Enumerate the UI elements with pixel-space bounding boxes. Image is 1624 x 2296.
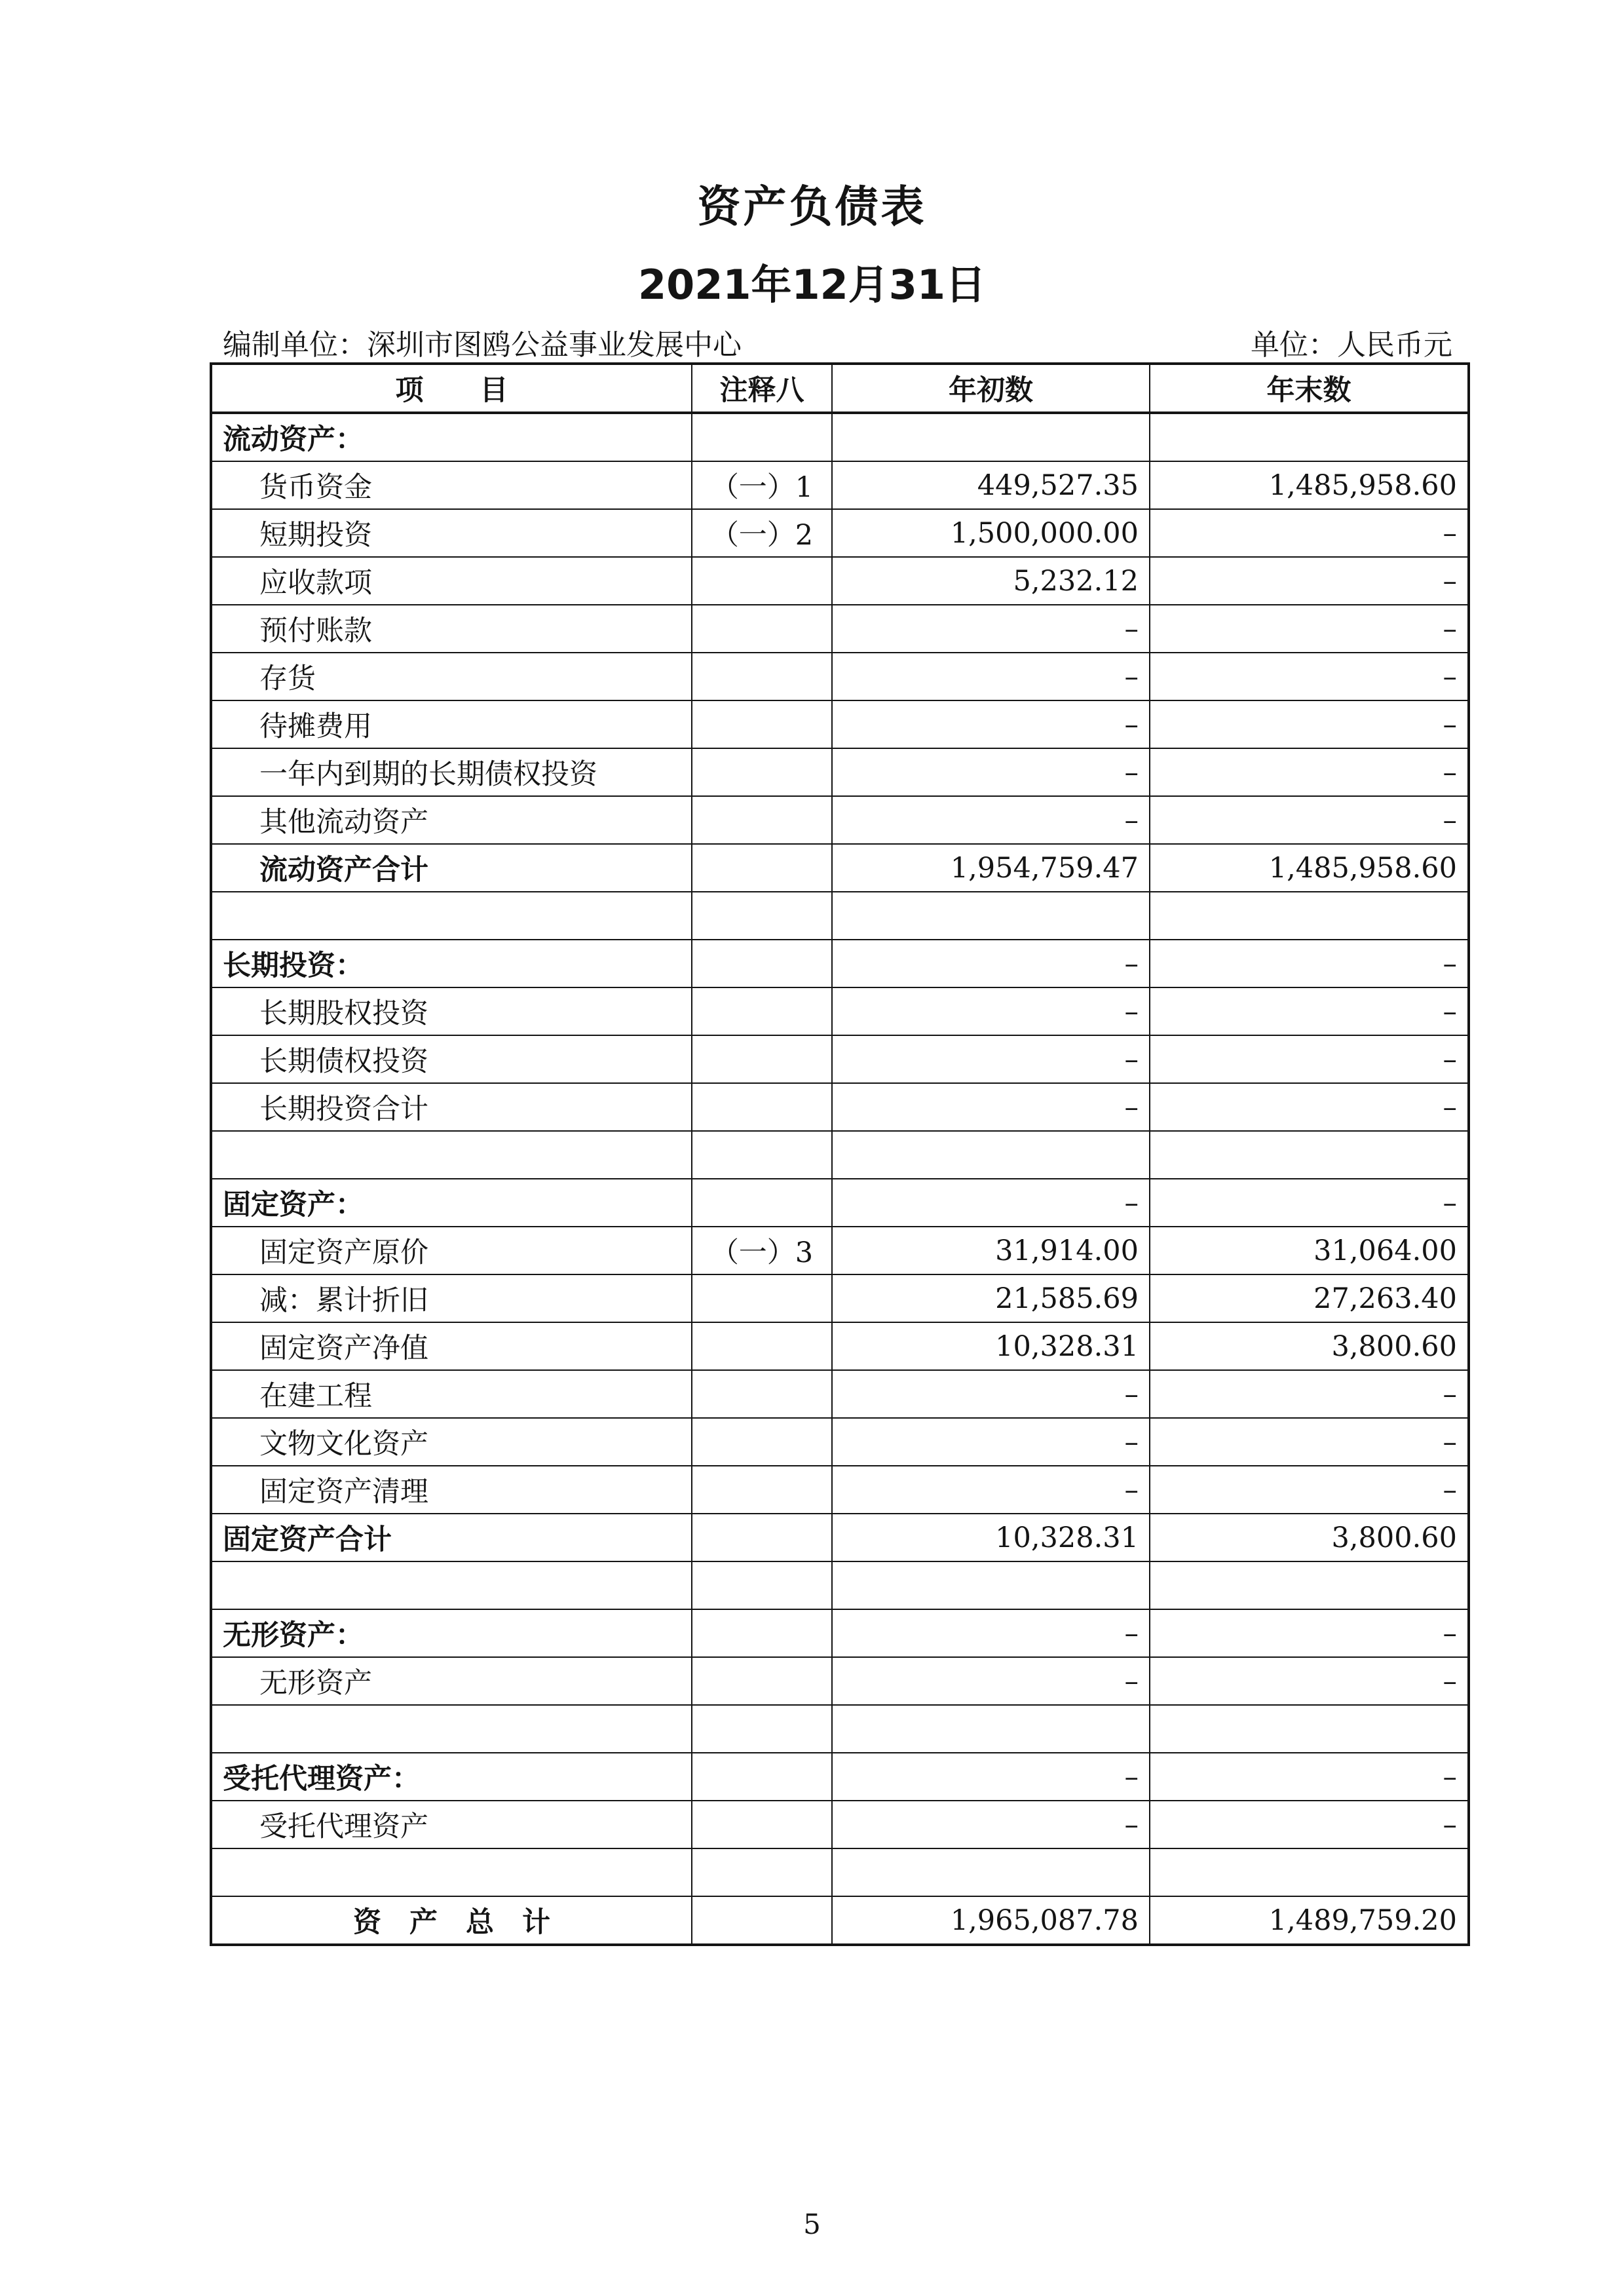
row-label: 无形资产：: [211, 1609, 692, 1657]
row-beginning-balance: 10,328.31: [832, 1322, 1150, 1370]
row-ending-balance: 1,485,958.60: [1150, 461, 1469, 509]
row-note: [692, 1801, 832, 1848]
row-label: 存货: [211, 653, 692, 700]
row-note: [692, 1896, 832, 1945]
row-ending-balance: –: [1150, 653, 1469, 700]
row-ending-balance: –: [1150, 605, 1469, 653]
table-row: [211, 1514, 1469, 1561]
page-number: 5: [803, 2208, 821, 2240]
row-label: [211, 1848, 692, 1896]
row-label: 长期投资合计: [211, 1083, 692, 1131]
table-row: [211, 605, 1469, 653]
row-beginning-balance: –: [832, 700, 1150, 748]
row-ending-balance: –: [1150, 509, 1469, 557]
row-beginning-balance: –: [832, 1418, 1150, 1466]
header-item: 项 目: [211, 364, 692, 413]
row-ending-balance: –: [1150, 1179, 1469, 1227]
table-row: [211, 1179, 1469, 1227]
row-ending-balance: –: [1150, 987, 1469, 1035]
row-ending-balance: –: [1150, 748, 1469, 796]
table-row: [211, 1801, 1469, 1848]
row-beginning-balance: 1,500,000.00: [832, 509, 1150, 557]
row-label: 长期债权投资: [211, 1035, 692, 1083]
document-title: 资产负债表: [697, 182, 927, 232]
row-note: [692, 1561, 832, 1609]
row-label: [211, 1561, 692, 1609]
row-label: 受托代理资产: [211, 1801, 692, 1848]
blank-row: [211, 1848, 1469, 1896]
table-row: [211, 796, 1469, 844]
row-label: 短期投资: [211, 509, 692, 557]
row-ending-balance: 27,263.40: [1150, 1274, 1469, 1322]
row-ending-balance: –: [1150, 1801, 1469, 1848]
row-label: 固定资产清理: [211, 1466, 692, 1514]
row-label: 固定资产合计: [211, 1514, 692, 1561]
row-label: 其他流动资产: [211, 796, 692, 844]
row-beginning-balance: –: [832, 987, 1150, 1035]
row-label: [211, 1705, 692, 1753]
balance-sheet-table: [210, 362, 1470, 1946]
row-label: 应收款项: [211, 557, 692, 605]
table-row: [211, 844, 1469, 892]
row-ending-balance: 1,485,958.60: [1150, 844, 1469, 892]
row-note: [692, 1514, 832, 1561]
row-note: [692, 1657, 832, 1705]
blank-row: [211, 1705, 1469, 1753]
row-note: [692, 940, 832, 987]
table-row: [211, 1035, 1469, 1083]
row-beginning-balance: –: [832, 748, 1150, 796]
table-row: [211, 987, 1469, 1035]
blank-row: [211, 1131, 1469, 1179]
row-label: 在建工程: [211, 1370, 692, 1418]
blank-row: [211, 1561, 1469, 1609]
row-ending-balance: –: [1150, 796, 1469, 844]
row-note: （一）2: [692, 509, 832, 557]
row-beginning-balance: –: [832, 1657, 1150, 1705]
row-label: 货币资金: [211, 461, 692, 509]
row-note: [692, 557, 832, 605]
row-note: [692, 1705, 832, 1753]
row-label: 资 产 总 计: [211, 1896, 692, 1945]
row-ending-balance: 1,489,759.20: [1150, 1896, 1469, 1945]
table-row: [211, 1896, 1469, 1945]
row-beginning-balance: –: [832, 796, 1150, 844]
row-ending-balance: –: [1150, 1609, 1469, 1657]
row-note: [692, 1466, 832, 1514]
header-note: 注释八: [692, 364, 832, 413]
table-row: [211, 461, 1469, 509]
table-row: [211, 509, 1469, 557]
row-beginning-balance: –: [832, 1035, 1150, 1083]
row-label: 长期股权投资: [211, 987, 692, 1035]
row-ending-balance: 31,064.00: [1150, 1227, 1469, 1274]
table-row: [211, 1753, 1469, 1801]
table-row: [211, 557, 1469, 605]
report-date: 2021年12月31日: [637, 261, 987, 309]
row-beginning-balance: 21,585.69: [832, 1274, 1150, 1322]
row-label: 固定资产：: [211, 1179, 692, 1227]
table-row: [211, 653, 1469, 700]
row-note: [692, 987, 832, 1035]
row-note: [692, 1179, 832, 1227]
table-row: [211, 940, 1469, 987]
table-row: [211, 1274, 1469, 1322]
row-note: [692, 1035, 832, 1083]
table-body: [211, 413, 1469, 1945]
preparing-organization: 编制单位：深圳市图鸥公益事业发展中心: [223, 328, 742, 362]
row-label: 预付账款: [211, 605, 692, 653]
row-beginning-balance: 1,965,087.78: [832, 1896, 1150, 1945]
row-note: [692, 1274, 832, 1322]
row-label: [211, 1131, 692, 1179]
row-ending-balance: –: [1150, 1753, 1469, 1801]
row-beginning-balance: [832, 1848, 1150, 1896]
row-beginning-balance: [832, 413, 1150, 461]
table-row: [211, 1657, 1469, 1705]
row-note: [692, 1083, 832, 1131]
row-beginning-balance: 10,328.31: [832, 1514, 1150, 1561]
row-beginning-balance: –: [832, 1801, 1150, 1848]
row-beginning-balance: –: [832, 1370, 1150, 1418]
row-label: [211, 892, 692, 940]
row-note: [692, 413, 832, 461]
row-label: 流动资产：: [211, 413, 692, 461]
row-label: 一年内到期的长期债权投资: [211, 748, 692, 796]
row-label: 无形资产: [211, 1657, 692, 1705]
row-ending-balance: –: [1150, 1370, 1469, 1418]
row-beginning-balance: 1,954,759.47: [832, 844, 1150, 892]
row-note: [692, 844, 832, 892]
row-ending-balance: 3,800.60: [1150, 1322, 1469, 1370]
header-beginning-balance: 年初数: [832, 364, 1150, 413]
table-row: [211, 1609, 1469, 1657]
row-beginning-balance: 31,914.00: [832, 1227, 1150, 1274]
row-beginning-balance: [832, 1561, 1150, 1609]
row-note: [692, 1131, 832, 1179]
row-ending-balance: –: [1150, 1466, 1469, 1514]
row-beginning-balance: 5,232.12: [832, 557, 1150, 605]
row-note: [692, 1609, 832, 1657]
row-ending-balance: –: [1150, 1083, 1469, 1131]
row-beginning-balance: –: [832, 1083, 1150, 1131]
row-ending-balance: [1150, 1131, 1469, 1179]
row-note: [692, 892, 832, 940]
row-beginning-balance: [832, 892, 1150, 940]
row-ending-balance: [1150, 1848, 1469, 1896]
row-label: 减：累计折旧: [211, 1274, 692, 1322]
table-row: [211, 1418, 1469, 1466]
row-beginning-balance: –: [832, 653, 1150, 700]
table-row: [211, 1466, 1469, 1514]
row-beginning-balance: [832, 1131, 1150, 1179]
table-row: [211, 413, 1469, 461]
row-beginning-balance: 449,527.35: [832, 461, 1150, 509]
row-note: （一）1: [692, 461, 832, 509]
table-row: [211, 1370, 1469, 1418]
row-beginning-balance: –: [832, 940, 1150, 987]
row-beginning-balance: –: [832, 1753, 1150, 1801]
row-note: [692, 1322, 832, 1370]
row-ending-balance: [1150, 1561, 1469, 1609]
row-beginning-balance: –: [832, 1179, 1150, 1227]
blank-row: [211, 892, 1469, 940]
row-ending-balance: –: [1150, 940, 1469, 987]
row-label: 待摊费用: [211, 700, 692, 748]
table-row: [211, 748, 1469, 796]
row-beginning-balance: –: [832, 1466, 1150, 1514]
table-header-row: [211, 364, 1469, 413]
row-ending-balance: –: [1150, 557, 1469, 605]
currency-unit: 单位：人民币元: [1251, 328, 1452, 362]
row-ending-balance: –: [1150, 1035, 1469, 1083]
table-row: [211, 1083, 1469, 1131]
row-label: 受托代理资产：: [211, 1753, 692, 1801]
row-note: [692, 605, 832, 653]
row-ending-balance: [1150, 413, 1469, 461]
row-note: [692, 1753, 832, 1801]
row-note: [692, 1370, 832, 1418]
row-note: （一）3: [692, 1227, 832, 1274]
table-row: [211, 1322, 1469, 1370]
row-ending-balance: [1150, 892, 1469, 940]
row-beginning-balance: –: [832, 605, 1150, 653]
row-ending-balance: –: [1150, 1657, 1469, 1705]
header-ending-balance: 年末数: [1150, 364, 1469, 413]
row-note: [692, 1848, 832, 1896]
row-label: 固定资产原价: [211, 1227, 692, 1274]
row-beginning-balance: [832, 1705, 1150, 1753]
row-label: 长期投资：: [211, 940, 692, 987]
row-note: [692, 700, 832, 748]
row-ending-balance: –: [1150, 1418, 1469, 1466]
row-note: [692, 653, 832, 700]
table-row: [211, 1227, 1469, 1274]
row-note: [692, 1418, 832, 1466]
row-ending-balance: [1150, 1705, 1469, 1753]
row-note: [692, 748, 832, 796]
row-label: 固定资产净值: [211, 1322, 692, 1370]
row-label: 文物文化资产: [211, 1418, 692, 1466]
row-note: [692, 796, 832, 844]
row-beginning-balance: –: [832, 1609, 1150, 1657]
row-ending-balance: –: [1150, 700, 1469, 748]
table-row: [211, 700, 1469, 748]
row-label: 流动资产合计: [211, 844, 692, 892]
row-ending-balance: 3,800.60: [1150, 1514, 1469, 1561]
